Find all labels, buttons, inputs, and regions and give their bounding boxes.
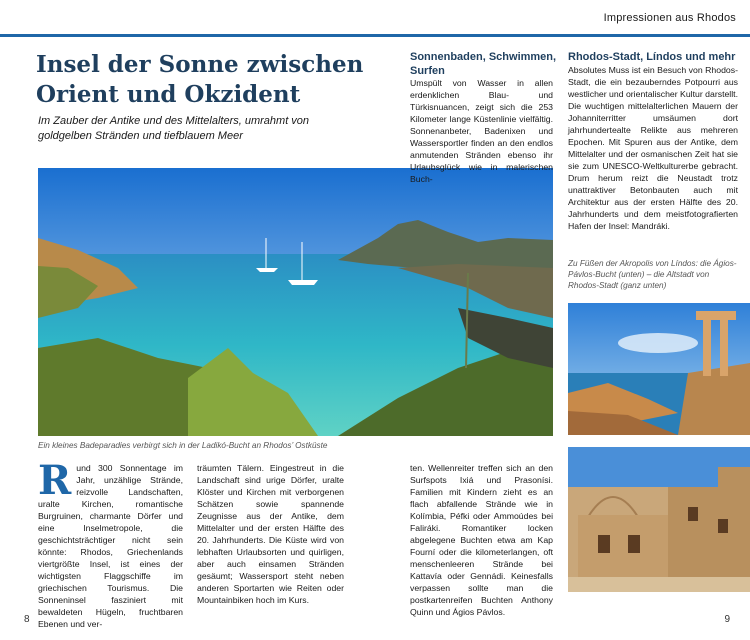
lindos-photo — [568, 303, 750, 435]
bay-photo — [38, 168, 553, 436]
intro-paragraph: Rund 300 Sonnentage im Jahr, unzählige Strände, reizvolle Landschaften, uralte Kirchen, romantische Burgruinen, charmante Dörfer und eine Inselmetropole, die geschichtsträchtiger nicht sein könnte: Rhodos, Griechenlands viertgrößte Insel, ist eines der wichtigsten Flaggschiffe im griechischen Tourismus. Die Sonneninsel fasziniert mit bewaldeten Hügeln, fruchtbaren Ebenen und ver- — [38, 457, 183, 629]
page-number-right: 9 — [724, 614, 730, 625]
swim-heading: Sonnenbaden, Schwimmen, Surfen — [410, 51, 557, 77]
city-text: Absolutes Muss ist ein Besuch von Rhodos-Stadt, die ein bezauberndes Potpourri aus westlicher und orientalischer Kultur darstellt. Die wuchtigen mittelalterlichen Mauern der Johanniterritter umsäumen dort jahrhundertealte Relikte aus mehreren Epochen. Mit Spuren aus der Antike, dem Mittelalter und der osmanischen Zeit hat sie sie zum UNESCO-Weltkulturerbe gebracht. Drum herum reizt die Neustadt trotz unattraktiver Betonbauten auch mit Architektur aus der ersten Hälfte des 20. Jahrhunderts und dem meistfotografierten Hafen der Insel: Mandráki. — [568, 65, 738, 231]
dropcap: R — [38, 457, 72, 504]
swim-text: Umspült von Wasser in allen erdenklichen Blau- und Türkisnuancen, zeigt sich die 253 Kilometer lange Küstenlinie vielfältig. Sonnenanbeter, Badenixen und Wassersportler finden an den endlos anmutenden Stränden ebenso ihr Urlaubsglück wie in malerischen Buch- — [410, 78, 553, 184]
side-caption: Zu Füßen der Akropolis von Líndos: die Ágios-Pávlos-Bucht (unten) – die Altstadt von Rhodos-Stadt (ganz unten) — [568, 259, 737, 290]
page-subtitle: Im Zauber der Antike und des Mittelalters, umrahmt von goldgelben Stränden und tiefblauem Meer — [38, 115, 310, 142]
page-title: Insel der Sonne zwischen Orient und Okzident — [36, 51, 364, 108]
city-heading: Rhodos-Stadt, Líndos und mehr — [568, 51, 736, 63]
column-2-text: träumten Tälern. Eingestreut in die Landschaft sind urige Dörfer, uralte Klöster und Kirchen mit verborgenen Schätzen sowie spannende Zeugnisse aus der Antike, dem Mittelalter und der ersten Hälfte des 20. Jahrhunderts. Die Küste wird von lebhaften Urlaubsorten und quirligen, aber auch einsamen Stränden gesäumt; Wassersport steht neben anderen Sportarten wie Reiten oder Mountainbiken hoch im Kurs. — [197, 463, 344, 605]
header-rule — [0, 34, 750, 37]
section-label: Impressionen aus Rhodos — [603, 12, 736, 24]
main-photo-caption: Ein kleines Badeparadies verbirgt sich in der Ladikó-Bucht an Rhodos’ Ostküste — [38, 441, 328, 450]
page-number-left: 8 — [24, 614, 30, 625]
old-town-photo — [568, 447, 750, 592]
swim-continuation: ten. Wellenreiter treffen sich an den Surfspots Ixiá und Prasonísi. Familien mit Kindern zieht es an flach abfallende Strände wie in Kolímbia, Péfki oder Ammoúdes bei Faliráki. Romantiker locken abgelegene Buchten etwa am Kap Fourní oder die kilometerlangen, oft menschenleeren Strände bei Kattavía oder Gennádi. Keinesfalls verpassen sollte man die postkartenreifen Buchten Anthony Quinn und Ágios Pávlos. — [410, 463, 553, 617]
